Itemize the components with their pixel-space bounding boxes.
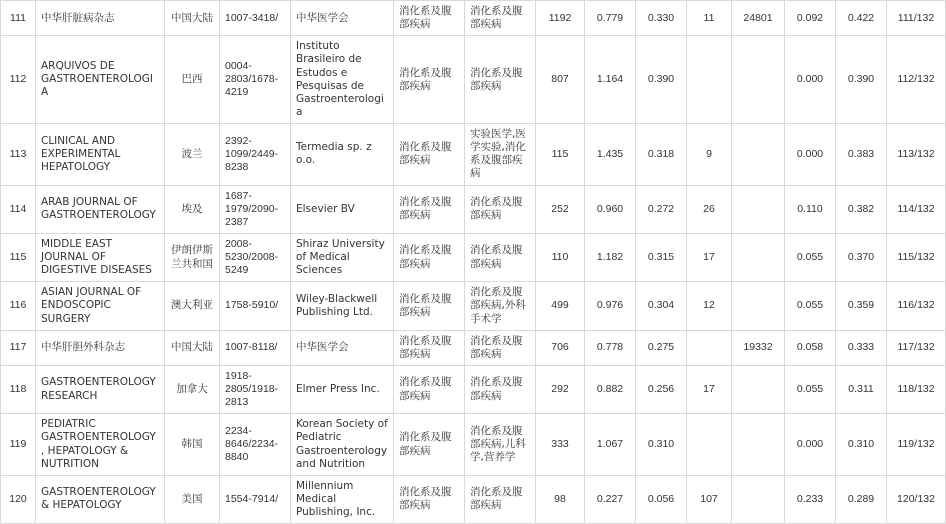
cell-metric3: 0.056 [636,475,687,523]
cell-publisher: Millennium Medical Publishing, Inc. [291,475,394,523]
table-row [1,330,946,365]
cell-issn: 1918-2805/1918-2813 [220,365,291,413]
cell-rank: 113 [1,124,36,186]
cell-publisher: Elmer Press Inc. [291,365,394,413]
cell-category-secondary: 消化系及腹部疾病,儿科学,营养学 [465,414,536,476]
cell-pages: 118/132 [887,365,946,413]
cell-metric2: 1.067 [585,414,636,476]
cell-metric6: 0.000 [785,124,836,186]
cell-metric2: 0.960 [585,185,636,233]
table-row [1,282,946,330]
table-row [1,365,946,413]
cell-rank: 111 [1,1,36,36]
cell-publisher: Korean Society of Pediatric Gastroenterology and Nutrition [291,414,394,476]
cell-publisher: 中华医学会 [291,330,394,365]
cell-category-primary: 消化系及腹部疾病 [394,36,465,124]
cell-category-secondary: 消化系及腹部疾病 [465,475,536,523]
cell-region: 澳大利亚 [165,282,220,330]
cell-metric6: 0.055 [785,365,836,413]
cell-metric7: 0.382 [836,185,887,233]
cell-category-secondary: 消化系及腹部疾病 [465,185,536,233]
cell-region: 埃及 [165,185,220,233]
cell-category-primary: 消化系及腹部疾病 [394,1,465,36]
cell-metric1: 292 [536,365,585,413]
cell-category-secondary: 消化系及腹部疾病 [465,1,536,36]
cell-metric4: 12 [687,282,732,330]
cell-metric6: 0.233 [785,475,836,523]
cell-metric1: 499 [536,282,585,330]
cell-metric7: 0.383 [836,124,887,186]
cell-category-secondary: 消化系及腹部疾病 [465,36,536,124]
cell-rank: 115 [1,233,36,281]
cell-region: 伊朗伊斯兰共和国 [165,233,220,281]
cell-rank: 119 [1,414,36,476]
cell-issn: 1687-1979/2090-2387 [220,185,291,233]
cell-metric6: 0.000 [785,36,836,124]
cell-title: GASTROENTEROLOGY & HEPATOLOGY [36,475,165,523]
cell-category-primary: 消化系及腹部疾病 [394,233,465,281]
cell-metric2: 1.164 [585,36,636,124]
cell-category-secondary: 消化系及腹部疾病 [465,365,536,413]
cell-metric4: 17 [687,233,732,281]
cell-metric7: 0.370 [836,233,887,281]
table-row [1,475,946,523]
cell-metric1: 110 [536,233,585,281]
cell-metric4: 9 [687,124,732,186]
cell-title: MIDDLE EAST JOURNAL OF DIGESTIVE DISEASES [36,233,165,281]
cell-metric5 [732,233,785,281]
cell-metric4 [687,414,732,476]
cell-metric1: 807 [536,36,585,124]
cell-metric3: 0.390 [636,36,687,124]
cell-metric5 [732,36,785,124]
cell-issn: 1007-3418/ [220,1,291,36]
cell-pages: 120/132 [887,475,946,523]
cell-pages: 116/132 [887,282,946,330]
cell-metric3: 0.315 [636,233,687,281]
cell-publisher: Elsevier BV [291,185,394,233]
cell-issn: 1007-8118/ [220,330,291,365]
cell-publisher: 中华医学会 [291,1,394,36]
cell-metric7: 0.359 [836,282,887,330]
cell-category-primary: 消化系及腹部疾病 [394,414,465,476]
cell-metric1: 252 [536,185,585,233]
cell-publisher: Wiley-Blackwell Publishing Ltd. [291,282,394,330]
cell-pages: 112/132 [887,36,946,124]
cell-metric1: 98 [536,475,585,523]
cell-category-primary: 消化系及腹部疾病 [394,282,465,330]
cell-metric7: 0.310 [836,414,887,476]
table-row [1,1,946,36]
cell-category-primary: 消化系及腹部疾病 [394,124,465,186]
cell-region: 美国 [165,475,220,523]
cell-metric1: 706 [536,330,585,365]
cell-metric7: 0.311 [836,365,887,413]
cell-category-secondary: 消化系及腹部疾病 [465,330,536,365]
cell-metric1: 115 [536,124,585,186]
cell-issn: 2392-1099/2449-8238 [220,124,291,186]
cell-metric6: 0.110 [785,185,836,233]
cell-rank: 117 [1,330,36,365]
cell-metric5 [732,185,785,233]
cell-pages: 117/132 [887,330,946,365]
cell-category-secondary: 实验医学,医学实验,消化系及腹部疾病 [465,124,536,186]
cell-pages: 115/132 [887,233,946,281]
cell-title: CLINICAL AND EXPERIMENTAL HEPATOLOGY [36,124,165,186]
cell-metric1: 333 [536,414,585,476]
cell-pages: 114/132 [887,185,946,233]
cell-metric4 [687,330,732,365]
cell-title: 中华肝胆外科杂志 [36,330,165,365]
cell-metric7: 0.422 [836,1,887,36]
cell-title: ARAB JOURNAL OF GASTROENTEROLOGY [36,185,165,233]
cell-metric1: 1192 [536,1,585,36]
cell-metric5 [732,282,785,330]
cell-title: 中华肝脏病杂志 [36,1,165,36]
cell-issn: 1758-5910/ [220,282,291,330]
cell-region: 加拿大 [165,365,220,413]
cell-metric3: 0.310 [636,414,687,476]
table-row [1,185,946,233]
cell-publisher: Instituto Brasileiro de Estudos e Pesquisas de Gastroenterologia [291,36,394,124]
cell-title: ARQUIVOS DE GASTROENTEROLOGIA [36,36,165,124]
cell-rank: 116 [1,282,36,330]
cell-pages: 113/132 [887,124,946,186]
cell-metric6: 0.055 [785,282,836,330]
cell-metric6: 0.055 [785,233,836,281]
cell-metric7: 0.333 [836,330,887,365]
table-row [1,414,946,476]
cell-metric4: 11 [687,1,732,36]
cell-issn: 0004-2803/1678-4219 [220,36,291,124]
cell-metric5 [732,365,785,413]
cell-metric5: 19332 [732,330,785,365]
cell-metric2: 0.778 [585,330,636,365]
cell-metric6: 0.000 [785,414,836,476]
cell-region: 韩国 [165,414,220,476]
cell-metric4: 107 [687,475,732,523]
table-row [1,124,946,186]
cell-category-primary: 消化系及腹部疾病 [394,365,465,413]
cell-metric6: 0.058 [785,330,836,365]
table-row [1,36,946,124]
cell-rank: 112 [1,36,36,124]
cell-metric2: 0.227 [585,475,636,523]
cell-region: 中国大陆 [165,330,220,365]
cell-metric3: 0.272 [636,185,687,233]
cell-rank: 118 [1,365,36,413]
cell-metric5 [732,475,785,523]
cell-metric2: 1.435 [585,124,636,186]
cell-metric3: 0.304 [636,282,687,330]
cell-metric5: 24801 [732,1,785,36]
cell-metric3: 0.318 [636,124,687,186]
cell-metric3: 0.275 [636,330,687,365]
cell-issn: 2234-8646/2234-8840 [220,414,291,476]
cell-category-secondary: 消化系及腹部疾病,外科手术学 [465,282,536,330]
cell-issn: 1554-7914/ [220,475,291,523]
cell-pages: 111/132 [887,1,946,36]
cell-metric7: 0.390 [836,36,887,124]
table-body [1,1,946,524]
cell-metric4 [687,36,732,124]
cell-category-primary: 消化系及腹部疾病 [394,330,465,365]
table-row [1,233,946,281]
cell-metric5 [732,414,785,476]
cell-category-primary: 消化系及腹部疾病 [394,475,465,523]
cell-metric3: 0.256 [636,365,687,413]
cell-category-secondary: 消化系及腹部疾病 [465,233,536,281]
cell-category-primary: 消化系及腹部疾病 [394,185,465,233]
cell-metric2: 1.182 [585,233,636,281]
cell-pages: 119/132 [887,414,946,476]
cell-rank: 120 [1,475,36,523]
cell-issn: 2008-5230/2008-5249 [220,233,291,281]
cell-publisher: Shiraz University of Medical Sciences [291,233,394,281]
cell-metric7: 0.289 [836,475,887,523]
cell-title: PEDIATRIC GASTROENTEROLOGY, HEPATOLOGY & NUTRITION [36,414,165,476]
cell-metric4: 26 [687,185,732,233]
cell-metric5 [732,124,785,186]
cell-region: 中国大陆 [165,1,220,36]
cell-metric2: 0.976 [585,282,636,330]
cell-metric2: 0.779 [585,1,636,36]
cell-metric6: 0.092 [785,1,836,36]
cell-metric3: 0.330 [636,1,687,36]
cell-region: 波兰 [165,124,220,186]
cell-title: GASTROENTEROLOGY RESEARCH [36,365,165,413]
cell-title: ASIAN JOURNAL OF ENDOSCOPIC SURGERY [36,282,165,330]
cell-metric2: 0.882 [585,365,636,413]
cell-publisher: Termedia sp. z o.o. [291,124,394,186]
cell-rank: 114 [1,185,36,233]
cell-metric4: 17 [687,365,732,413]
cell-region: 巴西 [165,36,220,124]
